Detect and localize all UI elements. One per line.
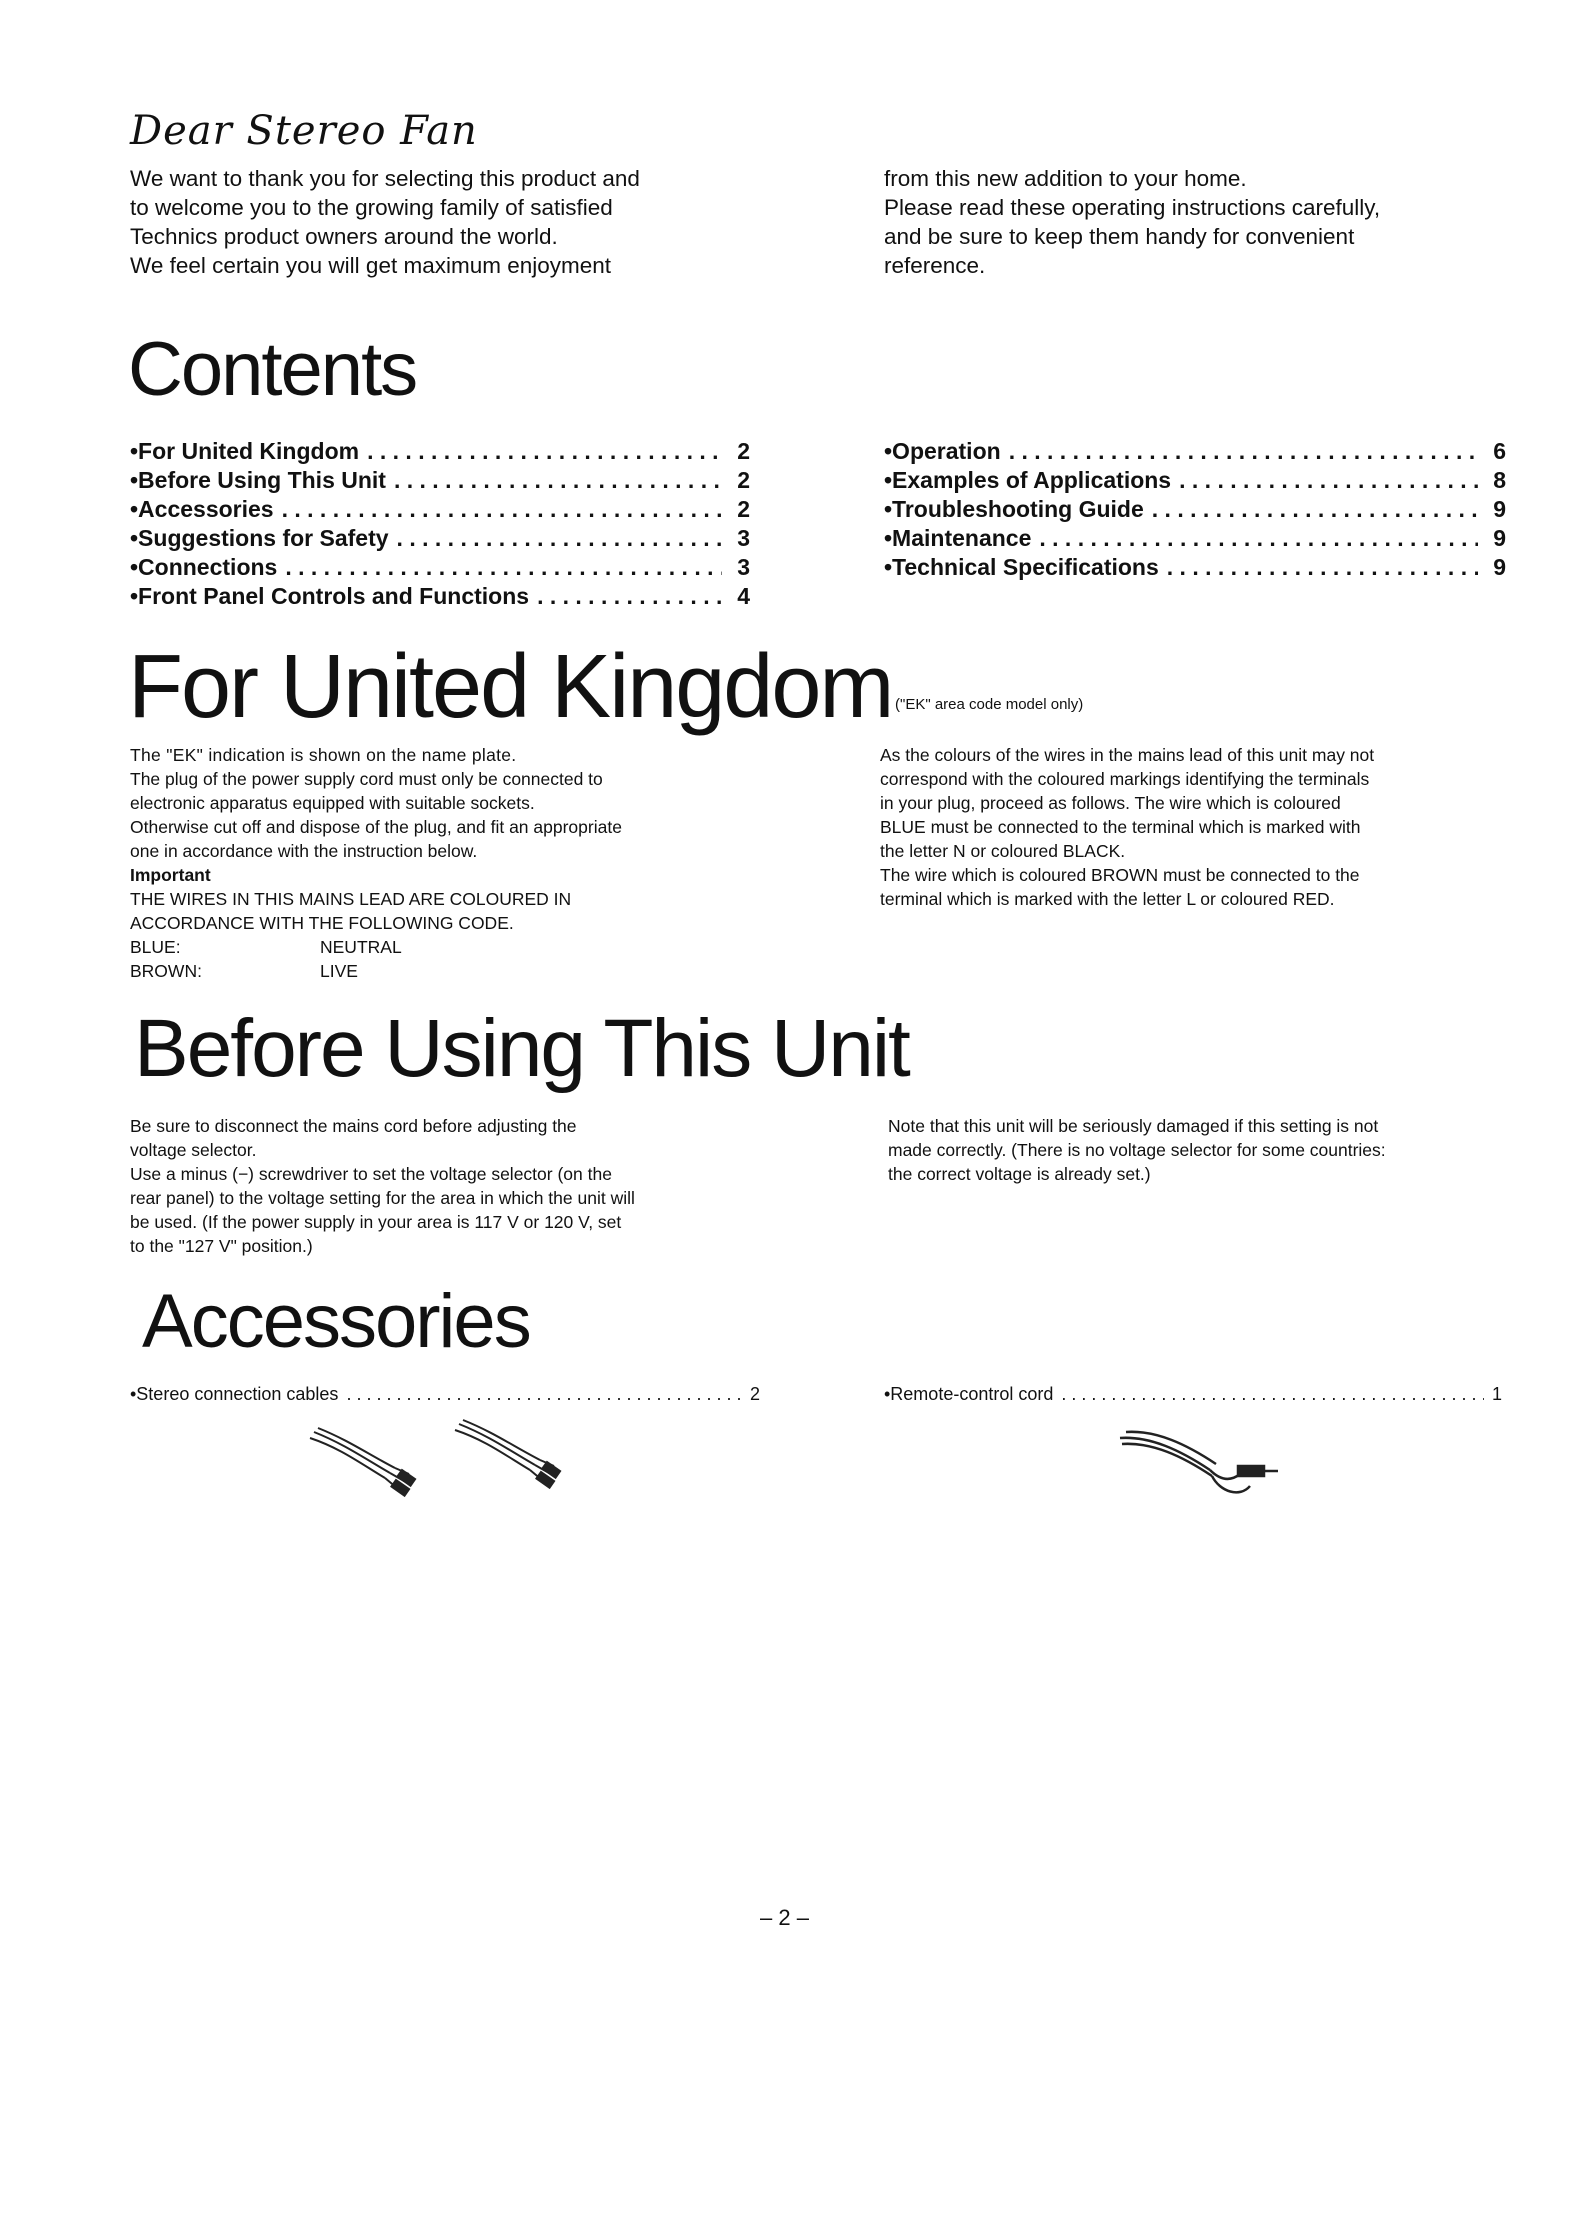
greeting-heading: Dear Stereo Fan (130, 108, 478, 154)
before-line: the correct voltage is already set.) (888, 1164, 1151, 1184)
toc-entry[interactable] (130, 525, 750, 554)
before-line: Use a minus (−) screwdriver to set the voltage selector (on the (130, 1164, 612, 1184)
uk-line: terminal which is marked with the letter L or coloured RED. (880, 889, 1335, 909)
toc-entry[interactable] (884, 496, 1506, 525)
important-line: THE WIRES IN THIS MAINS LEAD ARE COLOURED IN (130, 889, 572, 909)
intro-line: from this new addition to your home. (884, 166, 1247, 191)
before-line: to the "127 V" position.) (130, 1236, 313, 1256)
wire-function: LIVE (320, 961, 358, 981)
toc-entry[interactable] (884, 467, 1506, 496)
accessory-qty: 2 (749, 1384, 760, 1404)
wire-color: BLUE: (130, 937, 181, 957)
intro-line: We want to thank you for selecting this product and (130, 166, 640, 191)
uk-line: As the colours of the wires in the mains lead of this unit may not (880, 745, 1375, 765)
toc-page: 3 (737, 525, 750, 551)
before-title: Before Using This Unit (134, 1003, 909, 1094)
toc-entry[interactable] (884, 525, 1506, 554)
intro-line: We feel certain you will get maximum enjoyment (130, 253, 612, 278)
intro-line: to welcome you to the growing family of satisfied (130, 195, 613, 220)
intro-line: Technics product owners around the world. (130, 224, 558, 249)
toc-label: •Examples of Applications (884, 467, 1172, 493)
remote-cord-illustration (1110, 1420, 1290, 1510)
uk-line: electronic apparatus equipped with suitable sockets. (130, 793, 535, 813)
toc-label: •Before Using This Unit (130, 467, 386, 493)
uk-area-note: ("EK" area code model only) (895, 696, 1084, 713)
intro-line: Please read these operating instructions carefully, (884, 195, 1381, 220)
toc-page: 2 (737, 496, 750, 522)
accessories-title: Accessories (142, 1279, 530, 1364)
page-number: – 2 – (760, 1905, 809, 1930)
accessory-label: •Remote-control cord (884, 1384, 1054, 1404)
stereo-cable-icon (455, 1420, 560, 1488)
uk-line: The plug of the power supply cord must only be connected to (130, 769, 603, 789)
remote-cord-icon (1120, 1432, 1278, 1493)
before-line: Be sure to disconnect the mains cord before adjusting the (130, 1116, 577, 1136)
wire-code-row (130, 935, 756, 959)
toc-label: •Troubleshooting Guide (884, 496, 1144, 522)
uk-right-text (880, 743, 1512, 911)
toc-page: 6 (1493, 438, 1506, 464)
wire-color: BROWN: (130, 961, 202, 981)
toc-label: •Technical Specifications (884, 554, 1159, 580)
wire-code-row (130, 959, 756, 983)
accessory-qty: 1 (1491, 1384, 1502, 1404)
intro-right (884, 164, 1512, 280)
uk-line: correspond with the coloured markings identifying the terminals (880, 769, 1370, 789)
toc-page: 2 (737, 467, 750, 493)
contents-title: Contents (128, 327, 417, 412)
accessory-item (884, 1384, 1502, 1405)
toc-entry[interactable] (130, 438, 750, 467)
before-left-text (130, 1114, 756, 1258)
before-line: made correctly. (There is no voltage selector for some countries: (888, 1140, 1386, 1160)
toc-page: 9 (1493, 525, 1506, 551)
toc-label: •Maintenance (884, 525, 1032, 551)
important-line: ACCORDANCE WITH THE FOLLOWING CODE. (130, 913, 514, 933)
toc-entry[interactable] (884, 438, 1506, 467)
contents-right-list (884, 438, 1506, 583)
toc-entry[interactable] (130, 554, 750, 583)
toc-label: •Operation (884, 438, 1001, 464)
uk-title: For United Kingdom (128, 637, 893, 737)
toc-page: 9 (1493, 496, 1506, 522)
intro-line: reference. (884, 253, 986, 278)
toc-entry[interactable] (130, 467, 750, 496)
uk-line: in your plug, proceed as follows. The wire which is coloured (880, 793, 1341, 813)
accessory-label: •Stereo connection cables (130, 1384, 339, 1404)
uk-line: the letter N or coloured BLACK. (880, 841, 1126, 861)
toc-page: 2 (737, 438, 750, 464)
uk-line: BLUE must be connected to the terminal which is marked with (880, 817, 1361, 837)
before-right-text (888, 1114, 1520, 1186)
toc-label: •For United Kingdom (130, 438, 360, 464)
wire-function: NEUTRAL (320, 937, 402, 957)
toc-label: •Connections (130, 554, 278, 580)
uk-line: Otherwise cut off and dispose of the plug, and fit an appropriate (130, 817, 622, 837)
stereo-cable-icon (310, 1428, 415, 1496)
toc-label: •Suggestions for Safety (130, 525, 389, 551)
toc-label: •Accessories (130, 496, 274, 522)
toc-entry[interactable] (130, 496, 750, 525)
uk-line: The "EK" indication is shown on the name plate. (130, 745, 517, 765)
uk-left-text (130, 743, 756, 983)
accessory-item (130, 1384, 760, 1405)
toc-entry[interactable] (884, 554, 1506, 583)
contents-left-list (130, 438, 750, 612)
intro-left (130, 164, 758, 280)
before-line: Note that this unit will be seriously damaged if this setting is not (888, 1116, 1379, 1136)
before-line: be used. (If the power supply in your area is 117 V or 120 V, set (130, 1212, 622, 1232)
toc-page: 9 (1493, 554, 1506, 580)
intro-line: and be sure to keep them handy for convenient (884, 224, 1355, 249)
before-line: rear panel) to the voltage setting for the area in which the unit will (130, 1188, 635, 1208)
before-line: voltage selector. (130, 1140, 257, 1160)
stereo-cable-illustration (300, 1418, 600, 1518)
uk-line: one in accordance with the instruction below. (130, 841, 478, 861)
uk-line: The wire which is coloured BROWN must be connected to the (880, 865, 1360, 885)
toc-entry[interactable] (130, 583, 750, 612)
toc-label: •Front Panel Controls and Functions (130, 583, 530, 609)
toc-page: 3 (737, 554, 750, 580)
important-label: Important (130, 865, 211, 885)
toc-page: 8 (1493, 467, 1506, 493)
toc-page: 4 (737, 583, 750, 609)
